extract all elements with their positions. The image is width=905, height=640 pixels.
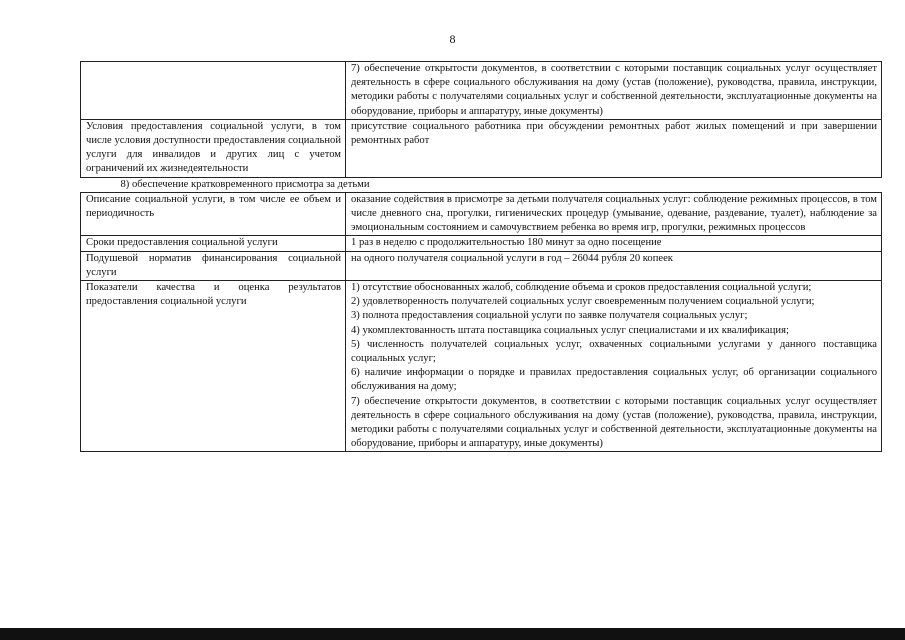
scan-border [0,628,905,640]
section-row [81,177,882,192]
list-item: 7) обеспечение открытости документов, в соответствии с которыми поставщик социальных услуг осуществляет деятельность в сфере социального обслуживания на дому (устав (положение), руководства, правила, инструкции, методики работы с получателями социальных услуг и собственной деятельности, эксплуатационные документы на оборудование, приборы и аппаратуру, иные документы) [351,63,877,117]
page-number: 8 [449,32,456,46]
condition-cell: Условия предоставления социальной услуги, в том числе условия доступности предоставления социальной услуги для инвалидов и других лиц с учетом ограничений их жизнедеятельности [81,119,346,177]
funding-value [346,251,882,280]
services-table [80,61,882,452]
list-item: на одного получателя социальной услуги в год – 26044 рубля 20 копеек [351,252,673,264]
terms-value [346,236,882,251]
table-row [81,192,882,236]
list-item: оказание содействия в присмотре за детьми получателя социальных услуг: соблюдение режимных процессов, в том числе дневного сна, прогулки, гигиенических процедур (умывание, одевание, раздевание, туалет), наблюдение за эмоциональным состоянием и самочувствием ребенка во время игр, прогулки, режимных процессов [351,193,877,234]
description-label: Описание социальной услуги, в том числе ее объем и периодичность [81,192,346,236]
table-row [81,281,882,452]
list-item: 1 раз в неделю с продолжительностью 180 минут за одно посещение [351,237,662,249]
table-row [81,236,882,251]
list-item: 1) отсутствие обоснованных жалоб, соблюдение объема и сроков предоставления социальной услуги; [351,282,812,294]
quality-label: Показатели качества и оценка результатов предоставления социальной услуги [81,281,346,452]
list-item: 2) удовлетворенность получателей социальных услуг своевременным получением социальной услуги; [351,296,815,308]
table-row [81,251,882,280]
quality-indicators [346,281,882,452]
terms-label: Сроки предоставления социальной услуги [81,236,346,251]
description-value [346,192,882,236]
condition-cell [81,62,346,120]
funding-label: Подушевой норматив финансирования социальной услуги [81,251,346,280]
list-item: 3) полнота предоставления социальной услуги по заявке получателя социальных услуг; [351,310,748,322]
table-row [81,119,882,177]
list-item: 7) обеспечение открытости документов, в соответствии с которыми поставщик социальных услуг осуществляет деятельность в сфере социального обслуживания на дому (устав (положение), руководства, правила, инструкции, методики работы с получателями социальных услуг и собственной деятельности, эксплуатационные документы на оборудование, приборы и аппаратуру, иные документы) [351,395,877,450]
list-item: присутствие социального работника при обсуждении ремонтных работ жилых помещений и при завершении ремонтных работ [351,120,877,147]
list-item: 5) численность получателей социальных услуг, охваченных социальными услугами у данного поставщика социальных услуг; [351,338,877,365]
section-heading: 8) обеспечение кратковременного присмотра за детьми [81,177,882,192]
value-cell [346,62,882,120]
table-row [81,62,882,120]
list-item: 6) наличие информации о порядке и правилах предоставления социальных услуг, об организации социального обслуживания на дому; [351,367,877,393]
list-item: 4) укомплектованность штата поставщика социальных услуг специалистами и их квалификация; [351,324,789,336]
value-cell [346,119,882,177]
